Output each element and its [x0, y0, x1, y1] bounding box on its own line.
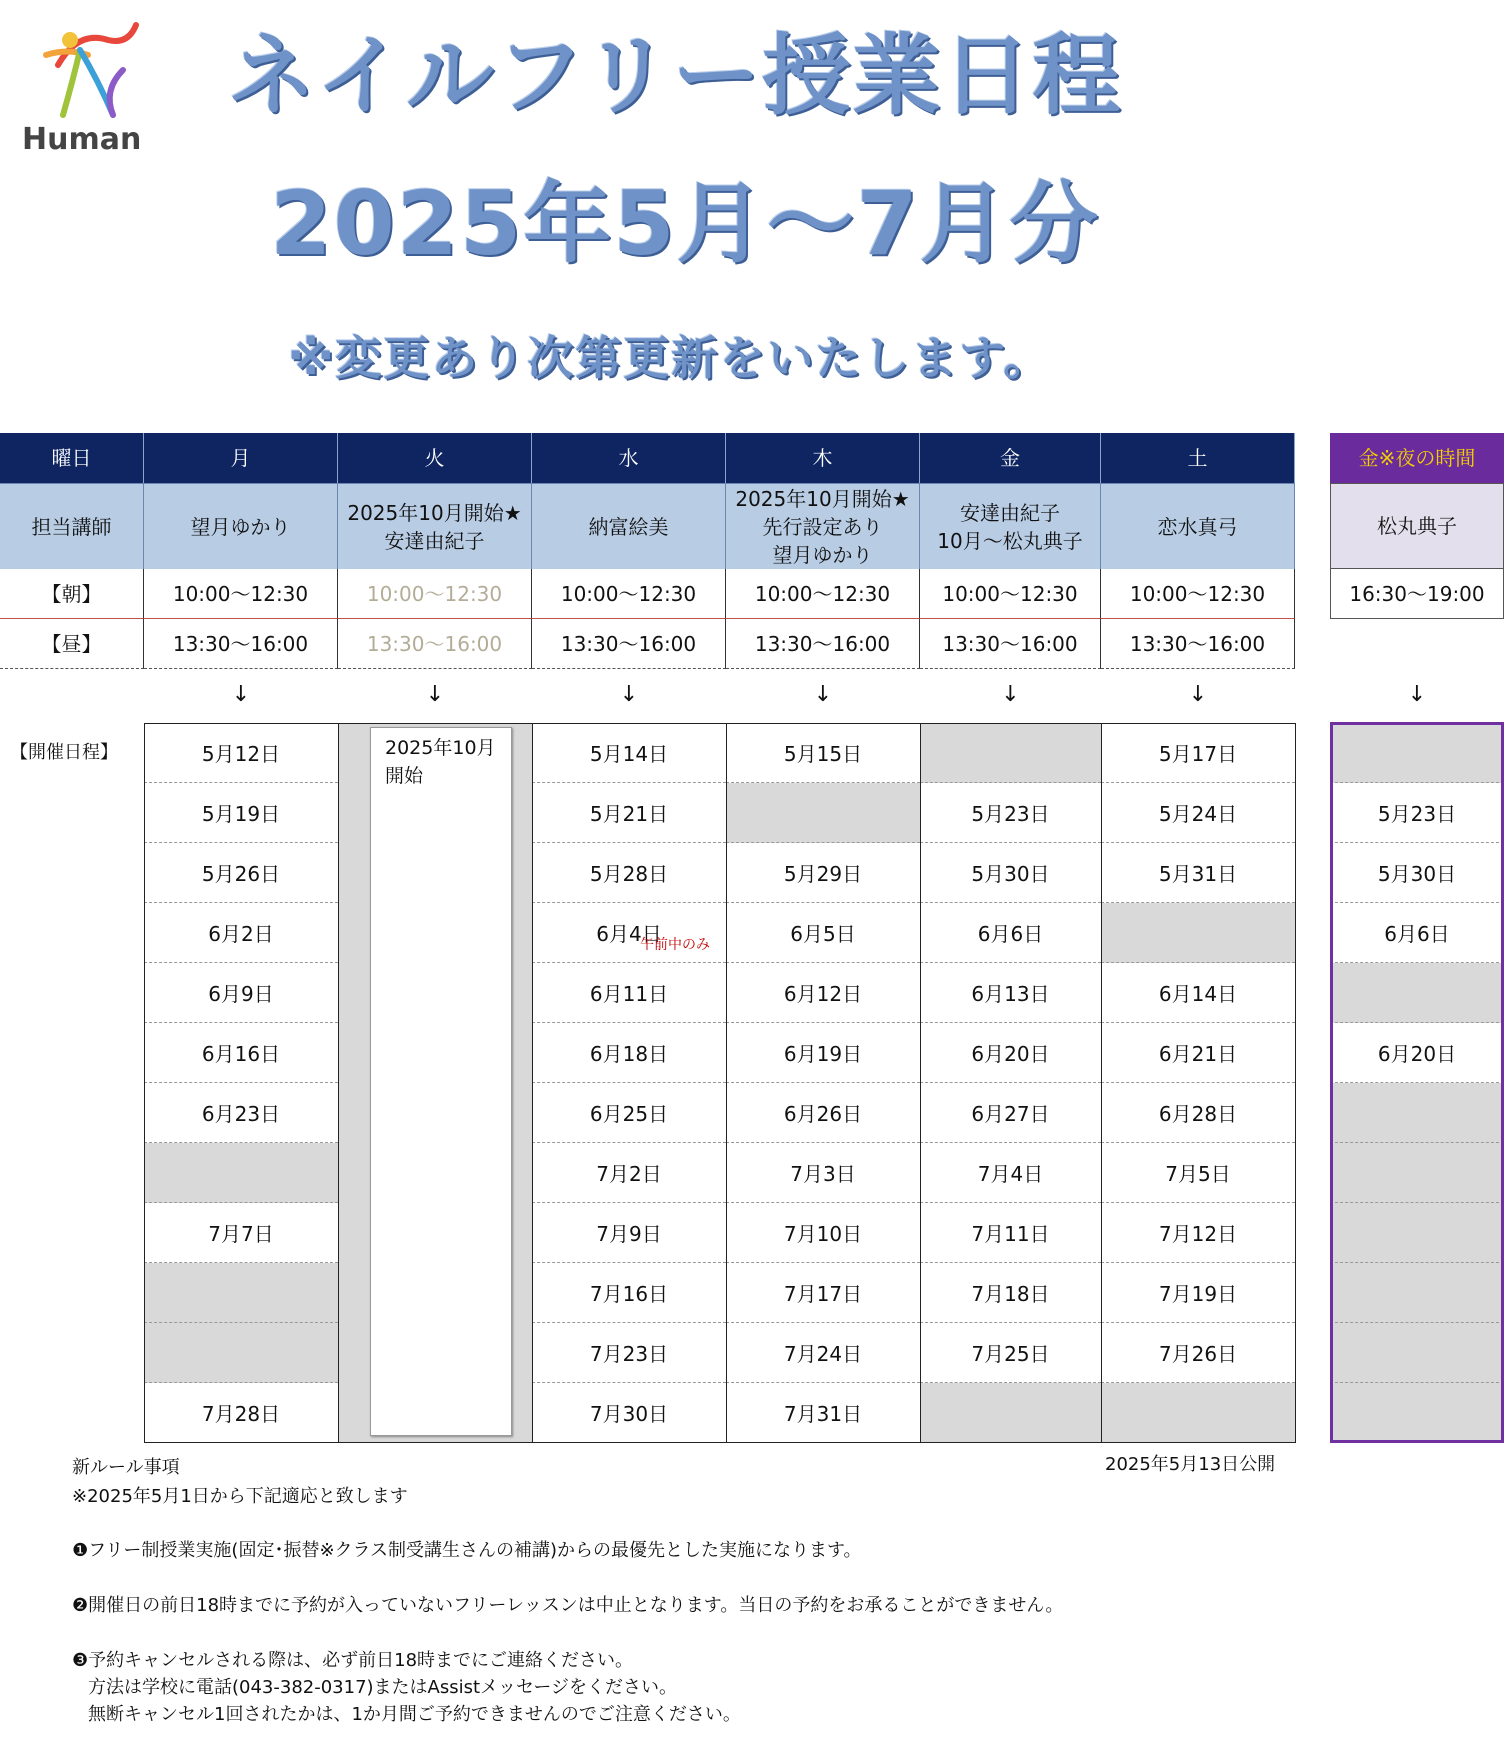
arrow-night: ↓	[1407, 682, 1427, 707]
morning-thu: 10:00～12:30	[726, 569, 920, 619]
date-cell-mon: 6月2日	[144, 903, 338, 963]
date-cell-fri	[920, 1383, 1101, 1443]
teacher-wed: 納富絵美	[532, 483, 726, 569]
teacher-tue-name: 安達由紀子	[384, 528, 485, 553]
date-cell-thu: 5月15日	[726, 723, 920, 783]
date-cell-mon: 7月7日	[144, 1203, 338, 1263]
date-cell-thu: 7月24日	[726, 1323, 920, 1383]
date-cell-fri: 6月6日	[920, 903, 1101, 963]
teacher-thu	[726, 483, 920, 569]
date-cell-wed: 6月25日	[532, 1083, 726, 1143]
teacher-fri-night: 松丸典子	[1330, 483, 1504, 569]
date-cell-mon: 5月19日	[144, 783, 338, 843]
header-day-wed: 水	[532, 433, 726, 483]
header-friday-night: 金※夜の時間	[1330, 433, 1504, 483]
date-cell-thu: 7月17日	[726, 1263, 920, 1323]
date-cell-night: 6月20日	[1330, 1023, 1504, 1083]
teacher-fri	[920, 483, 1101, 569]
teacher-fri-name: 安達由紀子	[960, 500, 1060, 525]
date-cell-thu: 6月26日	[726, 1083, 920, 1143]
date-cell-mon: 6月16日	[144, 1023, 338, 1083]
date-cell-fri: 6月27日	[920, 1083, 1101, 1143]
date-cell-sat: 5月17日	[1101, 723, 1295, 783]
teacher-thu-note: 2025年10月開始★	[735, 486, 910, 511]
grid-divider-4	[920, 723, 921, 1443]
noon-label: 【昼】	[0, 619, 144, 669]
date-cell-wed: 5月14日	[532, 723, 726, 783]
rule-3-warning: 無断キャンセル1回されたかは、1か月間ご予約できませんのでご注意ください。	[88, 1704, 741, 1725]
date-cell-mon: 7月28日	[144, 1383, 338, 1443]
header-day-fri: 金	[920, 433, 1101, 483]
date-cell-fri: 6月13日	[920, 963, 1101, 1023]
date-cell-night: 5月23日	[1330, 783, 1504, 843]
date-cell-wed: 7月16日	[532, 1263, 726, 1323]
date-cell-sat: 7月19日	[1101, 1263, 1295, 1323]
morning-fri: 10:00～12:30	[920, 569, 1101, 619]
teacher-fri-note: 10月～松丸典子	[937, 528, 1083, 553]
grid-divider-3	[726, 723, 727, 1443]
morning-label: 【朝】	[0, 569, 144, 619]
date-cell-thu: 6月5日	[726, 903, 920, 963]
tue-note-line1: 2025年10月	[385, 737, 496, 759]
date-cell-night: 5月30日	[1330, 843, 1504, 903]
noon-tue: 13:30～16:00	[338, 619, 532, 669]
teacher-sat: 恋水真弓	[1101, 483, 1295, 569]
rule-1: ❶フリー制授業実施(固定･振替※クラス制受講生さんの補講)からの最優先とした実施になります。	[72, 1540, 862, 1561]
grid-top-border	[144, 723, 1295, 724]
rule-2: ❷開催日の前日18時までに予約が入っていないフリーレッスンは中止となります。当日の予約をお承ることができません。	[72, 1595, 1064, 1616]
tue-note-line2: 開始	[385, 765, 424, 787]
teacher-thu-name: 望月ゆかり	[772, 542, 873, 567]
date-cell-mon	[144, 1263, 338, 1323]
arrow-fri: ↓	[1001, 682, 1020, 707]
morning-wed: 10:00～12:30	[532, 569, 726, 619]
rule-3: ❸予約キャンセルされる際は、必ず前日18時までにご連絡ください。	[72, 1650, 634, 1671]
date-cell-fri	[920, 723, 1101, 783]
header-day-sat: 土	[1101, 433, 1295, 483]
arrow-sat: ↓	[1188, 682, 1208, 707]
date-cell-fri: 5月23日	[920, 783, 1101, 843]
date-cell-thu: 5月29日	[726, 843, 920, 903]
logo-text: Human	[22, 122, 142, 157]
date-cell-fri: 6月20日	[920, 1023, 1101, 1083]
noon-wed: 13:30～16:00	[532, 619, 726, 669]
date-cell-mon: 6月9日	[144, 963, 338, 1023]
grid-right-border	[1295, 723, 1296, 1443]
grid-divider-5	[1101, 723, 1102, 1443]
date-cell-sat: 7月5日	[1101, 1143, 1295, 1203]
date-cell-sat: 6月28日	[1101, 1083, 1295, 1143]
date-cell-fri: 7月25日	[920, 1323, 1101, 1383]
night-column-border	[1330, 722, 1504, 1443]
date-cell-thu: 6月19日	[726, 1023, 920, 1083]
teacher-tue	[338, 483, 532, 569]
rule-3-method: 方法は学校に電話(043-382-0317)またはAssistメッセージをください。	[88, 1677, 677, 1698]
grid-left-border	[144, 723, 145, 1443]
date-cell-mon: 6月23日	[144, 1083, 338, 1143]
date-cell-wed: 7月2日	[532, 1143, 726, 1203]
date-cell-mon: 5月26日	[144, 843, 338, 903]
date-cell-sat: 7月26日	[1101, 1323, 1295, 1383]
arrow-mon: ↓	[231, 682, 251, 707]
grid-divider-2	[532, 723, 533, 1443]
date-cell-thu: 7月3日	[726, 1143, 920, 1203]
date-cell-thu	[726, 783, 920, 843]
noon-thu: 13:30～16:00	[726, 619, 920, 669]
date-cell-fri: 7月11日	[920, 1203, 1101, 1263]
date-cell-sat: 5月31日	[1101, 843, 1295, 903]
update-notice: ※変更あり次第更新をいたします。	[288, 331, 1052, 385]
date-cell-wed: 7月30日	[532, 1383, 726, 1443]
arrow-thu: ↓	[813, 682, 833, 707]
arrow-tue: ↓	[425, 682, 445, 707]
teacher-mon: 望月ゆかり	[144, 483, 338, 569]
rules-effective: ※2025年5月1日から下記適応と致します	[72, 1486, 408, 1507]
date-cell-sat	[1101, 1383, 1295, 1443]
tue-note-box	[370, 727, 512, 1436]
grid-bottom-border	[144, 1442, 1295, 1443]
wed-morning-only-note: 午前中のみ	[640, 937, 710, 953]
teacher-row-label: 担当講師	[0, 483, 144, 569]
date-cell-fri: 5月30日	[920, 843, 1101, 903]
date-cell-mon	[144, 1143, 338, 1203]
date-cell-wed: 7月9日	[532, 1203, 726, 1263]
header-day-tue: 火	[338, 433, 532, 483]
noon-fri: 13:30～16:00	[920, 619, 1101, 669]
date-cell-thu: 7月31日	[726, 1383, 920, 1443]
morning-sat: 10:00～12:30	[1101, 569, 1295, 619]
header-day-thu: 木	[726, 433, 920, 483]
noon-mon: 13:30～16:00	[144, 619, 338, 669]
teacher-tue-note: 2025年10月開始★	[347, 500, 522, 525]
date-cell-sat	[1101, 903, 1295, 963]
date-cell-wed: 6月4日	[532, 903, 726, 963]
date-cell-fri: 7月4日	[920, 1143, 1101, 1203]
night-time: 16:30～19:00	[1330, 569, 1504, 619]
rules-heading: 新ルール事項	[72, 1457, 180, 1478]
date-cell-sat: 6月21日	[1101, 1023, 1295, 1083]
page-title: ネイルフリー授業日程	[227, 24, 1123, 127]
header-day-mon: 月	[144, 433, 338, 483]
published-date: 2025年5月13日公開	[1105, 1454, 1276, 1475]
arrow-wed: ↓	[619, 682, 639, 707]
date-cell-wed: 6月11日	[532, 963, 726, 1023]
noon-sat: 13:30～16:00	[1101, 619, 1295, 669]
date-cell-wed: 5月28日	[532, 843, 726, 903]
date-cell-wed: 7月23日	[532, 1323, 726, 1383]
date-cell-sat: 5月24日	[1101, 783, 1295, 843]
page-subtitle: 2025年5月～7月分	[270, 172, 1100, 275]
date-cell-mon	[144, 1323, 338, 1383]
date-cell-mon: 5月12日	[144, 723, 338, 783]
date-cell-sat: 7月12日	[1101, 1203, 1295, 1263]
date-cell-thu: 7月10日	[726, 1203, 920, 1263]
date-cell-wed: 5月21日	[532, 783, 726, 843]
date-cell-wed: 6月18日	[532, 1023, 726, 1083]
morning-mon: 10:00～12:30	[144, 569, 338, 619]
morning-tue: 10:00～12:30	[338, 569, 532, 619]
grid-divider-1	[338, 723, 339, 1443]
schedule-label: 【開催日程】	[10, 742, 118, 763]
date-cell-fri: 7月18日	[920, 1263, 1101, 1323]
date-cell-night: 6月6日	[1330, 903, 1504, 963]
date-cell-sat: 6月14日	[1101, 963, 1295, 1023]
header-weekday-label: 曜日	[0, 433, 144, 483]
teacher-thu-note2: 先行設定あり	[762, 514, 883, 539]
date-cell-thu: 6月12日	[726, 963, 920, 1023]
